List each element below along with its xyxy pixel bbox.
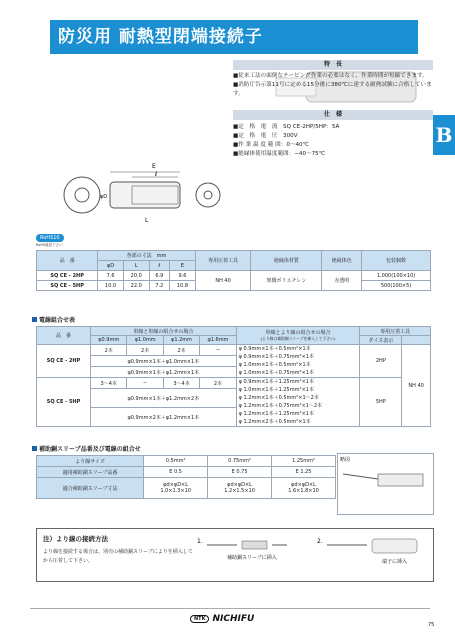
- col-material: 絶縁体材質: [251, 251, 322, 271]
- spec-item: ■作 業 温 度 範 囲：0〜40℃: [233, 142, 309, 148]
- wire-combination-table: 品 番 単線と単線の組合せの場合 単線とより線の組合せの場合 (より線は補助銅スリーブを挿入して下さい) 専用圧着工具 φ0.9mm φ1.0mm φ1.2mm φ1.6mm ダイス表示 SQ CE - 2HP 2本 2本 2本 − φ 0.9mm×1本＋0.5mm²×1本 φ 0.9mm×1本＋0.75mm²×1本 φ 1.0mm×1本＋0.5mm²×1本 φ 1.0mm×1本＋0.75mm²×1本 2HP NH 40 φ0.9mm×1本＋φ1.0mm×1本 φ0.9mm×1本＋φ1.2mm×1本 SQ CE - 5HP 3〜4本 − 3〜4本 2本 φ 0.9mm×1本＋1.25mm²×1本 φ 1.0mm×1本＋1.25mm²×1本 φ 1.2mm×1本＋0.5mm²×1〜2本 φ 1.2mm×1本＋0.75mm²×1〜2本 φ 1.2mm×1本＋1.25mm²×1本 φ 1.2mm×2本＋0.5mm²×1本 5HP φ0.9mm×1本＋φ1.2mm×2本 φ0.9mm×2本＋φ1.2mm×1本: [36, 326, 431, 427]
- spec-item: ■定 格 電 圧 300V: [233, 133, 298, 139]
- dim-label: L: [145, 217, 149, 224]
- section-heading: 補助銅スリーブ品番及び電線の組合せ: [32, 444, 141, 453]
- spec-item: ■絶縁体使用温度範囲：−40〜75℃: [233, 151, 326, 157]
- svg-text:補助銅スリーブに挿入: 補助銅スリーブに挿入: [227, 555, 277, 561]
- table-row: SQ CE - 2HP 2本 2本 2本 − φ 0.9mm×1本＋0.5mm²×1本 φ 0.9mm×1本＋0.75mm²×1本 φ 1.0mm×1本＋0.5mm²×1本 φ 1.0mm×1本＋0.75mm²×1本 2HP NH 40: [37, 345, 431, 356]
- rohs-note: RoHS確認下さい: [36, 243, 63, 247]
- col-color: 絶縁体色: [322, 251, 362, 271]
- dim-label: φD: [100, 194, 108, 200]
- svg-text:1.: 1.: [197, 538, 203, 545]
- table-row: φ0.9mm×1本＋φ1.2mm×1本: [37, 367, 431, 378]
- svg-text:端子に挿入: 端子に挿入: [382, 559, 408, 565]
- sleeve-table: より線サイズ 0.5mm² 0.75mm² 1.25mm² 適用補助銅スリーブ品番 E 0.5 E 0.75 E 1.25 適合補助銅スリーブ寸法 φd×φD×L 1.0×1.3×10 φd×φD×L 1.2×1.5×10 φd×φD×L 1.6×1.8×10: [36, 455, 336, 499]
- col-pack: 包装個数: [362, 251, 431, 271]
- dimensions-table: 品 番 各部の寸法 mm 専用圧着工具 絶縁体材質 絶縁体色 包装個数 φD L ℓ E SQ CE - 2HP 7.6 20.0 6.9 9.6 NH 40 架橋ポリエチレン 赤透明 1,000(100×10) SQ CE - 5HP 10.0 22.0 7.2 10.8 500(100×5): [36, 250, 431, 291]
- features-heading: 特 長: [233, 60, 433, 70]
- page-number: 75: [428, 622, 435, 628]
- section-heading: 電線組合せ表: [32, 315, 75, 324]
- svg-text:2.: 2.: [317, 538, 323, 545]
- note-box: 注）より線の接続方法 より線を接続する場合は、別売の補助銅スリーブによりを挿入してから圧着して下さい。 1. 補助銅スリーブに挿入 2. 端子に挿入: [36, 528, 434, 582]
- features-list: [233, 72, 433, 99]
- table-row: φ0.9mm×1本＋φ1.0mm×1本: [37, 356, 431, 367]
- specs-heading: 仕 様: [233, 110, 433, 120]
- sleeve-diagram: 略図: [337, 453, 434, 515]
- spec-item: ■定 格 電 流 SQ CE-2HP/5HP：5A: [233, 124, 340, 130]
- table-row: SQ CE - 5HP 10.0 22.0 7.2 10.8 500(100×5): [37, 281, 431, 291]
- table-row: φ0.9mm×2本＋φ1.2mm×1本: [37, 408, 431, 427]
- dimension-diagram: [60, 160, 230, 230]
- col-tool: 専用圧着工具: [195, 251, 251, 271]
- rohs-badge: RoHS10: [36, 234, 64, 242]
- section-tab: B: [433, 115, 455, 155]
- table-row: φ0.9mm×1本＋φ1.2mm×2本: [37, 389, 431, 408]
- table-row: SQ CE - 5HP 3〜4本 − 3〜4本 2本 φ 0.9mm×1本＋1.25mm²×1本 φ 1.0mm×1本＋1.25mm²×1本 φ 1.2mm×1本＋0.5mm²×1〜2本 φ 1.2mm×1本＋0.75mm²×1〜2本 φ 1.2mm×1本＋1.25mm²×1本 φ 1.2mm×2本＋0.5mm²×1本 5HP: [37, 378, 431, 389]
- table-row: SQ CE - 2HP 7.6 20.0 6.9 9.6 NH 40 架橋ポリエチレン 赤透明 1,000(100×10): [37, 271, 431, 281]
- dim-label: ℓ: [155, 171, 158, 178]
- feature-item: ■従来工法の面倒なテーピング作業の必要はなく、作業時間が短縮できます。: [233, 73, 428, 79]
- brand-logo: NTK NICHIFU: [190, 614, 254, 624]
- specs-list: [233, 123, 433, 159]
- feature-item: ■消防庁告示第11号に定める15分後に380℃に達する耐熱試験に合格しています。: [233, 82, 432, 97]
- col-hinban: 品 番: [37, 251, 98, 271]
- page-title: 防災用 耐熱型閉端接続子: [50, 20, 418, 54]
- col-dims: 各部の寸法 mm: [98, 251, 196, 261]
- connection-diagram: [197, 533, 427, 577]
- dim-label: E: [152, 163, 156, 170]
